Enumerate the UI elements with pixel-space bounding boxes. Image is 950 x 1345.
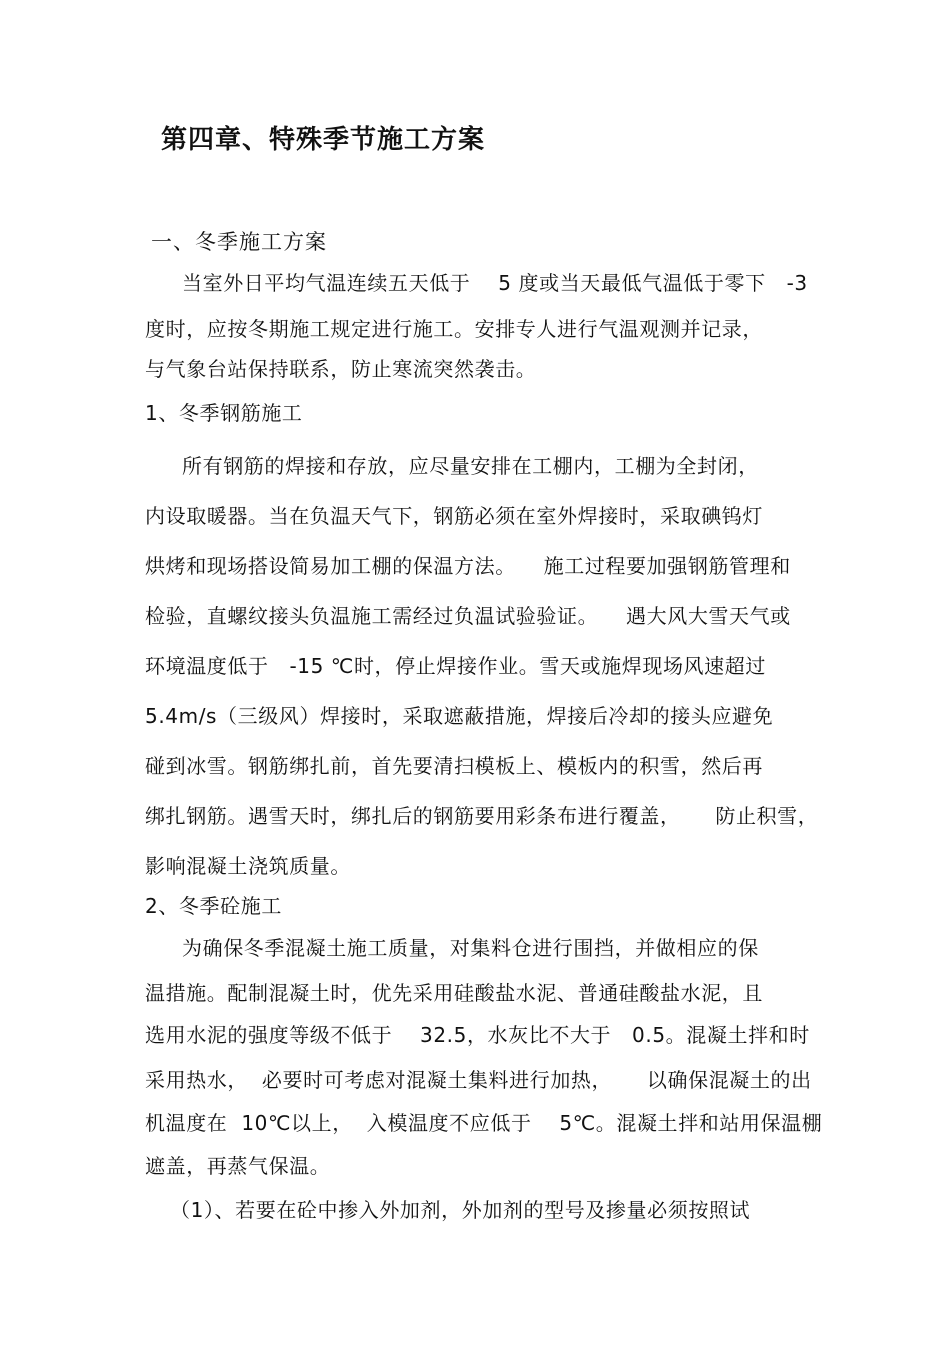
item-1-line: （1）、若要在砼中掺入外加剂，外加剂的型号及掺量必须按照试 <box>170 1198 751 1222</box>
chapter-title: 第四章、特殊季节施工方案 <box>161 125 486 155</box>
concrete-line-1: 为确保冬季混凝土施工质量，对集料仓进行围挡，并做相应的保 <box>182 936 759 960</box>
rebar-line-4: 检验，直螺纹接头负温施工需经过负温试验验证。 遇大风大雪天气或 <box>145 604 791 628</box>
concrete-line-2: 温措施。配制混凝土时，优先采用硅酸盐水泥、普通硅酸盐水泥，且 <box>145 981 763 1005</box>
intro-line-3: 与气象台站保持联系，防止寒流突然袭击。 <box>145 357 537 381</box>
rebar-line-8: 绑扎钢筋。遇雪天时，绑扎后的钢筋要用彩条布进行覆盖， 防止积雪， <box>145 804 819 828</box>
subsection-title-concrete: 2、冬季砼施工 <box>145 894 282 918</box>
concrete-line-5: 机温度在 10℃以上， 入模温度不应低于 5℃。混凝土拌和站用保温棚 <box>145 1111 823 1135</box>
rebar-line-6: 5.4m/s（三级风）焊接时，采取遮蔽措施，焊接后冷却的接头应避免 <box>145 704 774 728</box>
rebar-line-7: 碰到冰雪。钢筋绑扎前，首先要清扫模板上、模板内的积雪，然后再 <box>145 754 763 778</box>
rebar-line-9: 影响混凝土浇筑质量。 <box>145 854 351 878</box>
concrete-line-3: 选用水泥的强度等级不低于 32.5，水灰比不大于 0.5。混凝土拌和时 <box>145 1023 810 1047</box>
rebar-line-3: 烘烤和现场搭设简易加工棚的保温方法。 施工过程要加强钢筋管理和 <box>145 554 791 578</box>
rebar-line-5: 环境温度低于 -15 ℃时，停止焊接作业。雪天或施焊现场风速超过 <box>145 654 766 678</box>
rebar-line-1: 所有钢筋的焊接和存放，应尽量安排在工棚内，工棚为全封闭， <box>182 454 759 478</box>
rebar-line-2: 内设取暖器。当在负温天气下，钢筋必须在室外焊接时，采取碘钨灯 <box>145 504 763 528</box>
subsection-title-rebar: 1、冬季钢筋施工 <box>145 401 303 425</box>
intro-line-2: 度时，应按冬期施工规定进行施工。安排专人进行气温观测并记录， <box>145 317 763 341</box>
intro-line-1: 当室外日平均气温连续五天低于 5 度或当天最低气温低于零下 -3 <box>182 271 808 295</box>
section-title-winter: 一、冬季施工方案 <box>151 230 327 254</box>
concrete-line-6: 遮盖，再蒸气保温。 <box>145 1154 331 1178</box>
concrete-line-4: 采用热水， 必要时可考虑对混凝土集料进行加热， 以确保混凝土的出 <box>145 1068 812 1092</box>
